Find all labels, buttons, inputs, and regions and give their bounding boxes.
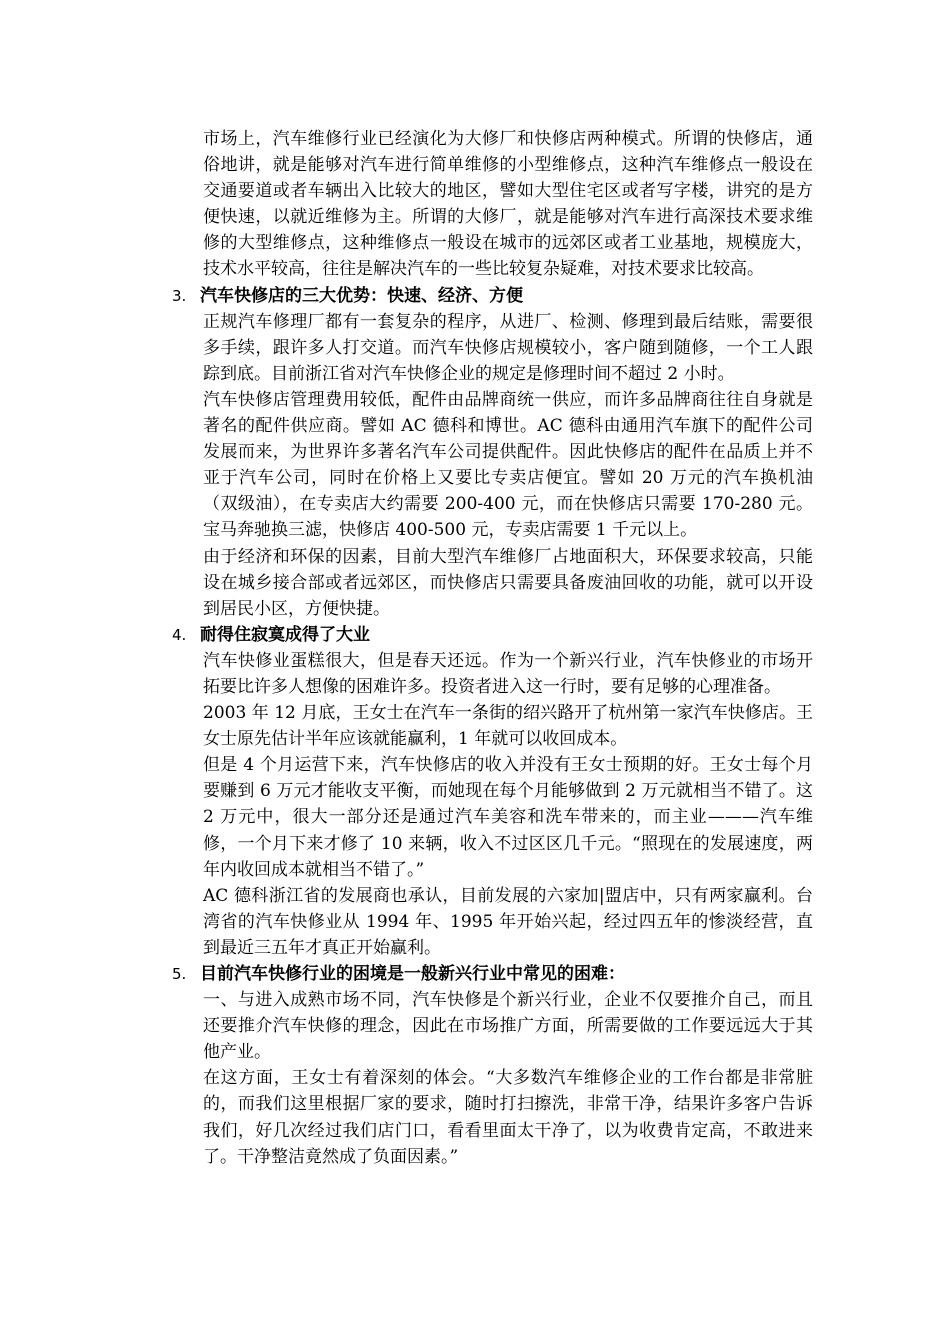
section-number: 4. bbox=[172, 625, 187, 644]
section-5-paragraph-1: 一、与进入成熟市场不同，汽车快修是个新兴行业，企业不仅要推介自己，而且还要推介汽车快修的理念，因此在市场推广方面，所需要做的工作要远远大于其他产业。 bbox=[203, 990, 813, 1063]
document-body bbox=[172, 126, 813, 1170]
section-3-paragraph-3: 由于经济和环保的因素，目前大型汽车维修厂占地面积大，环保要求较高，只能设在城乡接合部或者远郊区，而快修店只需要具备废油回收的功能，就可以开设到居民小区，方便快捷。 bbox=[203, 546, 813, 619]
section-number: 5. bbox=[172, 965, 187, 983]
section-title: 耐得住寂寞成得了大业 bbox=[200, 624, 370, 645]
section-number: 3. bbox=[172, 286, 187, 305]
section-3-paragraph-2: 汽车快修店管理费用较低，配件由品牌商统一供应，而许多品牌商往往自身就是著名的配件供应商。譬如 AC 德科和博世。AC 德科由通用汽车旗下的配件公司发展而来，为世界许多著名汽车公司提供配件。因此快修店的配件在品质上并不亚于汽车公司，同时在价格上又要比专卖店便宜。譬如 20 万元的汽车换机油（双级油），在专卖店大约需要 200-400 元，而在快修店只需要 170-280 元。宝马奔驰换三滤，快修店 400-500 元，专卖店需要 1 千元以上。 bbox=[203, 389, 813, 541]
section-3-heading bbox=[172, 283, 813, 309]
section-4-paragraph-4: AC 德科浙江省的发展商也承认，目前发展的六家加|盟店中，只有两家赢利。台湾省的汽车快修业从 1994 年、1995 年开始兴起，经过四五年的惨淡经营，直到最近三五年才真正开始赢利。 bbox=[203, 885, 813, 958]
section-5-heading bbox=[172, 961, 813, 987]
intro-paragraph: 市场上，汽车维修行业已经演化为大修厂和快修店两种模式。所谓的快修店，通俗地讲，就是能够对汽车进行简单维修的小型维修点，这种汽车维修点一般设在交通要道或者车辆出入比较大的地区，譬如大型住宅区或者写字楼，讲究的是方便快速，以就近维修为主。所谓的大修厂，就是能够对汽车进行高深技术要求维修的大型维修点，这种维修点一般设在城市的远郊区或者工业基地，规模庞大，技术水平较高，往往是解决汽车的一些比较复杂疑难，对技术要求比较高。 bbox=[203, 129, 813, 280]
section-4-paragraph-1: 汽车快修业蛋糕很大，但是春天还远。作为一个新兴行业，汽车快修业的市场开拓要比许多人想像的困难许多。投资者进入这一行时，要有足够的心理准备。 bbox=[203, 650, 813, 697]
section-title: 目前汽车快修行业的困境是一般新兴行业中常见的困难： bbox=[200, 964, 625, 984]
section-4-paragraph-2: 2003 年 12 月底，王女士在汽车一条街的绍兴路开了杭州第一家汽车快修店。王女士原先估计半年应该就能赢利，1 年就可以收回成本。 bbox=[203, 703, 813, 750]
section-4-paragraph-3: 但是 4 个月运营下来，汽车快修店的收入并没有王女士预期的好。王女士每个月要赚到 6 万元才能收支平衡，而她现在每个月能够做到 2 万元就相当不错了。这 2 万元中，很大一部分还是通过汽车美容和洗车带来的，而主业———汽车维修，一个月下来才修了 10 来辆，收入不过区区几千元。“照现在的发展速度，两年内收回成本就相当不错了。” bbox=[203, 755, 813, 880]
section-3-paragraph-1: 正规汽车修理厂都有一套复杂的程序，从进厂、检测、修理到最后结账，需要很多手续，跟许多人打交道。而汽车快修店规模较小，客户随到随修，一个工人跟踪到底。目前浙江省对汽车快修企业的规定是修理时间不超过 2 小时。 bbox=[203, 311, 813, 384]
section-4-heading bbox=[172, 622, 813, 648]
section-title: 汽车快修店的三大优势：快速、经济、方便 bbox=[200, 285, 523, 306]
section-5-paragraph-2: 在这方面，王女士有着深刻的体会。“大多数汽车维修企业的工作台都是非常脏的，而我们这里根据厂家的要求，随时打扫擦洗，非常干净，结果许多客户告诉我们，好几次经过我们店门口，看看里面太干净了，以为收费肯定高，不敢进来了。干净整洁竟然成了负面因素。” bbox=[203, 1068, 813, 1167]
